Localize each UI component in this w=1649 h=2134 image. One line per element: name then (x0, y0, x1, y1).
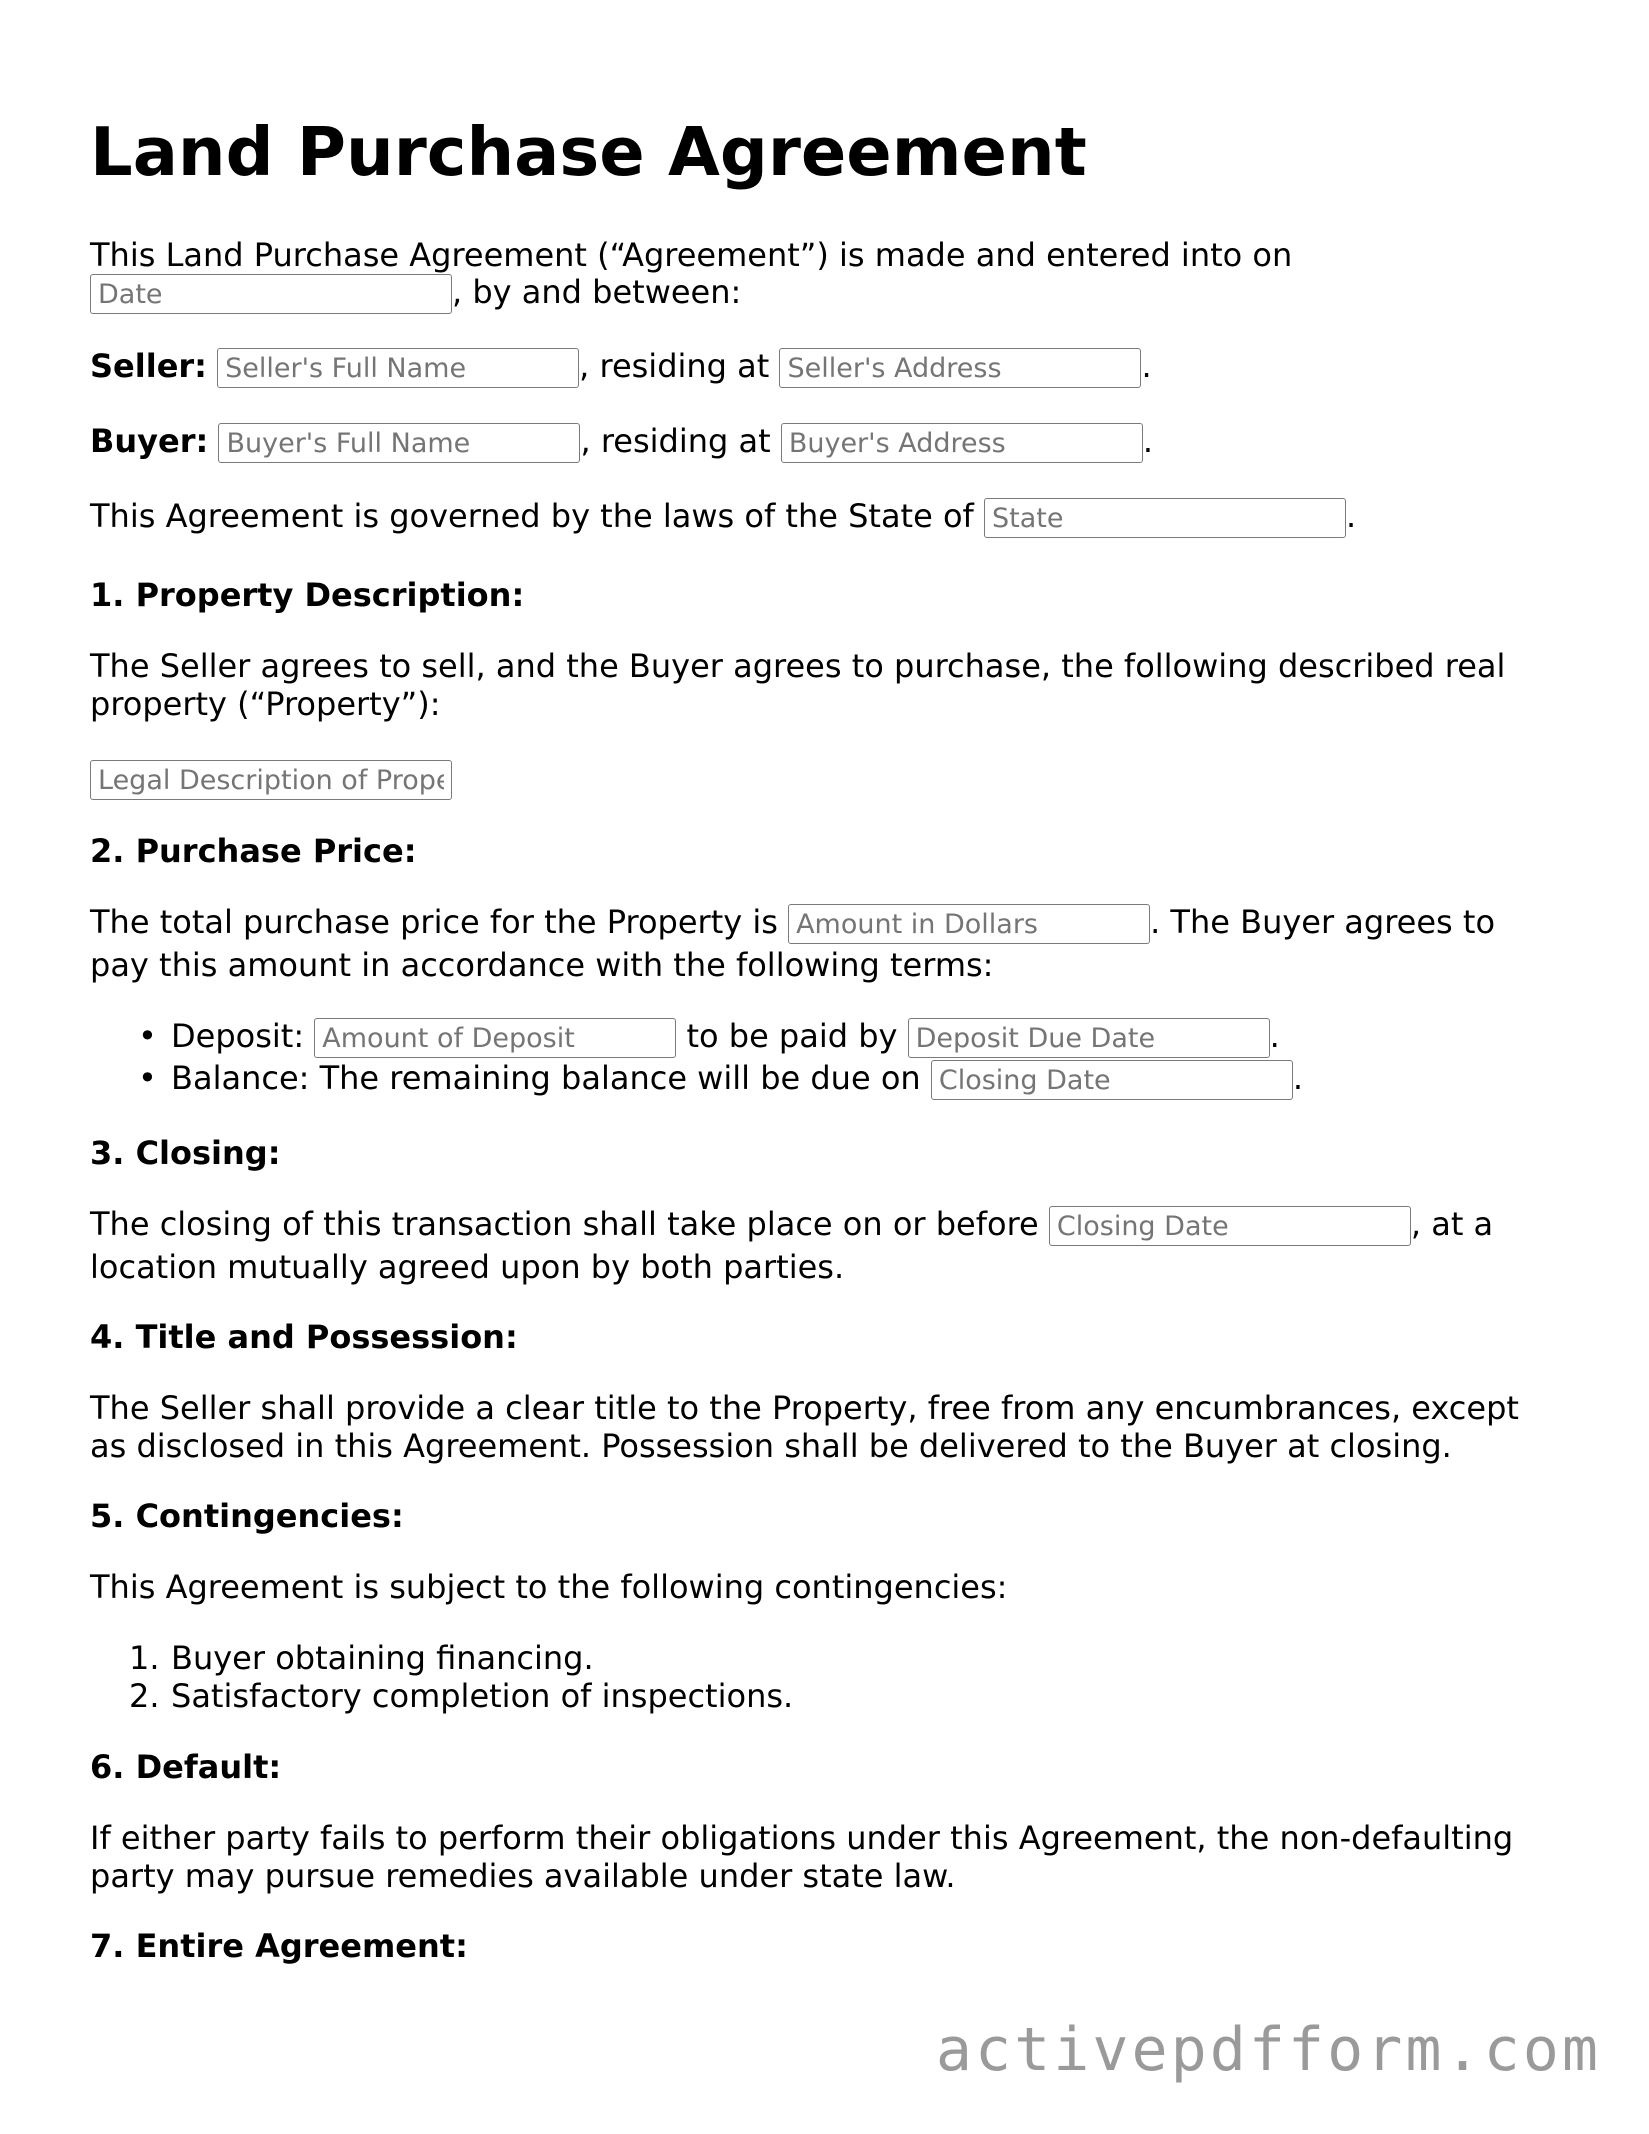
seller-residing-text: , residing at (579, 347, 770, 385)
bullet-icon: • (138, 1017, 157, 1055)
seller-address-field[interactable] (779, 348, 1141, 388)
section-2-heading: 2. Purchase Price: (90, 832, 417, 870)
section-3-heading: 3. Closing: (90, 1134, 281, 1172)
purchase-text-after: . The Buyer agrees to (1150, 903, 1496, 941)
payment-terms-list (138, 1017, 1304, 1100)
seller-name-field[interactable] (217, 348, 579, 388)
buyer-label: Buyer: (90, 422, 209, 460)
list-item-deposit (138, 1017, 1303, 1059)
deposit-date-field[interactable] (908, 1018, 1270, 1058)
legal-description-field[interactable] (90, 760, 452, 800)
section-4-heading: 4. Title and Possession: (90, 1318, 518, 1356)
contingency-item-1: Buyer obtaining financing. (171, 1639, 594, 1677)
governing-text: This Agreement is governed by the laws of the State of (90, 497, 974, 535)
deposit-end: . (1269, 1017, 1280, 1055)
buyer-name-field[interactable] (218, 423, 580, 463)
list-item (129, 1677, 794, 1715)
intro-line-2 (90, 273, 741, 314)
section-5-heading: 5. Contingencies: (90, 1497, 404, 1535)
section-6-text: If either party fails to perform their obligations under this Agreement, the non-defaulting party may pursue remedies available under state law. (90, 1819, 1514, 1895)
section-7-heading: 7. Entire Agreement: (90, 1927, 468, 1965)
governing-end: . (1345, 497, 1357, 535)
seller-line (90, 347, 1152, 388)
buyer-end: . (1142, 422, 1153, 460)
list-item (129, 1639, 793, 1677)
contingencies-list (129, 1639, 794, 1715)
governing-line (90, 497, 1356, 538)
list-number: 1. (129, 1639, 160, 1677)
section-1-field-line (90, 759, 452, 800)
intro-text-after: , by and between: (452, 273, 742, 311)
section-1-text: The Seller agrees to sell, and the Buyer agrees to purchase, the following described real property (“Property”): (90, 647, 1506, 723)
page-title: Land Purchase Agreement (90, 113, 1087, 191)
balance-text: Balance: The remaining balance will be due on (171, 1059, 921, 1097)
purchase-text-before: The total purchase price for the Property is (90, 903, 778, 941)
bullet-icon: • (138, 1059, 157, 1097)
list-item-balance (138, 1059, 1304, 1100)
purchase-line-2: pay this amount in accordance with the following terms: (90, 946, 994, 984)
intro-text: This Land Purchase Agreement (“Agreement”) is made and entered into on (90, 236, 1293, 274)
section-4-text: The Seller shall provide a clear title to the Property, free from any encumbrances, except as disclosed in this Agreement. Possession shall be delivered to the Buyer at closing. (90, 1389, 1519, 1465)
closing-line (90, 1205, 1493, 1246)
closing-text-after: , at a (1410, 1205, 1494, 1243)
date-field[interactable] (90, 274, 452, 314)
seller-label: Seller: (90, 347, 207, 385)
closing-text-before: The closing of this transaction shall take place on or before (90, 1205, 1039, 1243)
deposit-amount-field[interactable] (314, 1018, 676, 1058)
buyer-line (90, 422, 1153, 463)
purchase-amount-field[interactable] (788, 904, 1150, 944)
buyer-address-field[interactable] (781, 423, 1143, 463)
balance-end: . (1292, 1059, 1304, 1097)
contingency-item-2: Satisfactory completion of inspections. (171, 1677, 794, 1715)
deposit-label: Deposit: (171, 1017, 305, 1055)
seller-end: . (1141, 347, 1152, 385)
section-5-text: This Agreement is subject to the following contingencies: (90, 1568, 1008, 1606)
balance-date-field[interactable] (931, 1060, 1293, 1100)
purchase-price-line (90, 903, 1495, 944)
state-field[interactable] (984, 498, 1346, 538)
buyer-residing-text: , residing at (580, 422, 771, 460)
deposit-paid-by-text: to be paid by (686, 1017, 898, 1055)
section-1-heading: 1. Property Description: (90, 576, 525, 614)
closing-date-field[interactable] (1049, 1206, 1411, 1246)
intro-line-1 (90, 236, 1292, 274)
list-number: 2. (129, 1677, 160, 1715)
watermark: activepdfform.com (935, 2015, 1601, 2085)
section-6-heading: 6. Default: (90, 1748, 282, 1786)
closing-line-2: location mutually agreed upon by both parties. (90, 1248, 845, 1286)
